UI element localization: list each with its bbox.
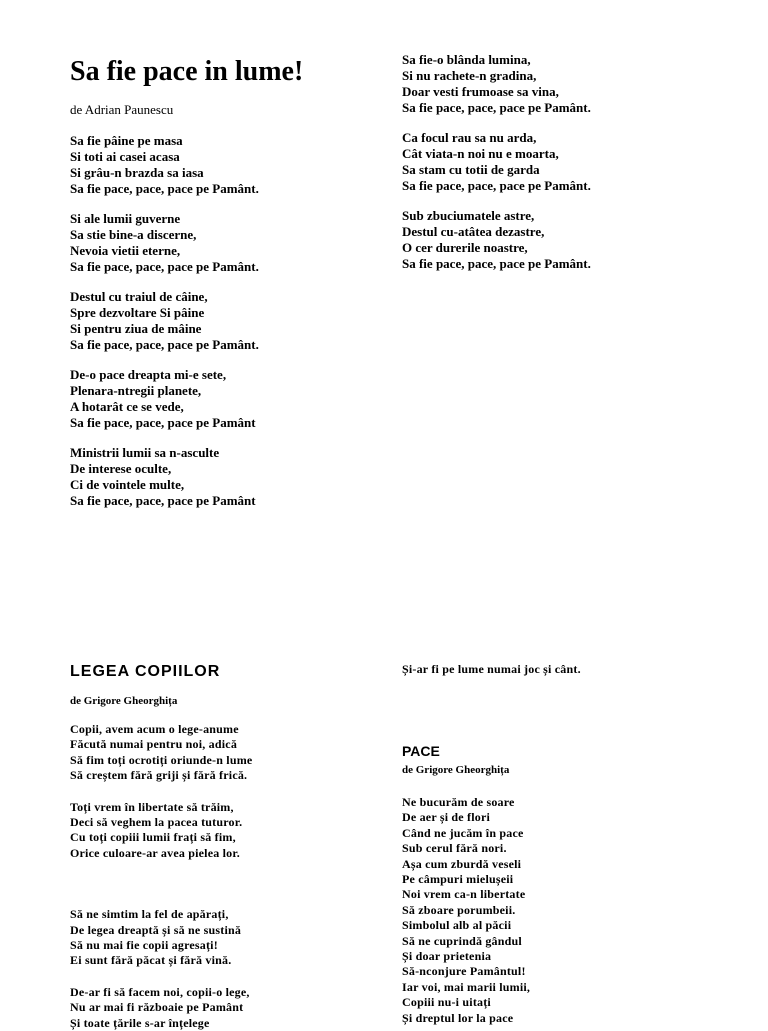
poem-line: Destul cu traiul de câine, (70, 289, 208, 304)
poem-line: Spre dezvoltare Si pâine (70, 305, 205, 320)
poem2-continuation-column (402, 662, 742, 677)
poem-line: Sub cerul fără nori. (402, 841, 507, 856)
poem-line: Copiii nu-i uitați (402, 995, 491, 1010)
poem-line: Și doar prietenia (402, 949, 492, 964)
stanza (70, 133, 370, 197)
poem-line: Ne bucurăm de soare (402, 795, 515, 809)
poem1-right-stanzas (402, 52, 742, 272)
stanza (70, 211, 370, 275)
stanza (70, 722, 370, 784)
poem-line: Făcută numai pentru noi, adică (70, 737, 238, 752)
stanza (70, 985, 370, 1031)
poem-line: Să fim toți ocrotiți oriunde-n lume (70, 752, 253, 767)
poem-line: Cât viata-n noi nu e moarta, (402, 146, 559, 161)
poem-line: Să-nconjure Pamântul! (402, 964, 526, 979)
poem-line: Si toti ai casei acasa (70, 149, 180, 164)
poem-line: Nevoia vietii eterne, (70, 243, 181, 258)
stanza (70, 289, 370, 353)
poem-line: Sa fie pace, pace, pace pe Pamânt. (70, 181, 259, 196)
poem1-left-stanzas (70, 133, 370, 509)
poem-line: Si grâu-n brazda sa iasa (70, 165, 204, 180)
poem-line: Ministrii lumii sa n-asculte (70, 445, 220, 460)
poem-line: Plenara-ntregii planete, (70, 383, 202, 398)
poem-line: Când ne jucăm în pace (402, 825, 524, 840)
poem-line: Pe câmpuri mielușeii (402, 872, 514, 887)
poem-line: Să zboare porumbeii. (402, 902, 516, 917)
poem-line: Sa fie pace, pace, pace pe Pamânt (70, 493, 256, 508)
poem-line: Sa fie pâine pe masa (70, 133, 183, 148)
poem3-lines (402, 795, 742, 1026)
poem-line: Sa fie pace, pace, pace pe Pamânt. (402, 256, 591, 271)
poem-line: De-o pace dreapta mi-e sete, (70, 367, 227, 382)
poem1-title: Sa fie pace in lume! (70, 56, 304, 87)
poem-line: Ci de vointele multe, (70, 477, 185, 492)
poem-line: Așa cum zburdă veseli (402, 856, 522, 871)
poem-line: Ei sunt fără păcat și fără vină. (70, 953, 232, 968)
stanza (402, 208, 742, 272)
poem3-column (402, 742, 742, 1026)
poem-line: Nu ar mai fi războaie pe Pamânt (70, 1000, 244, 1015)
poem-line: A hotarât ce se vede, (70, 399, 184, 414)
poem-line: Copii, avem acum o lege-anume (70, 722, 239, 736)
poem-line: De interese oculte, (70, 461, 172, 476)
poem-line: Sa stie bine-a discerne, (70, 227, 197, 242)
poem-line: Și toate țările s-ar înțelege (70, 1015, 210, 1030)
poem-line: Să nu mai fie copii agresați! (70, 938, 218, 953)
poem2-title: LEGEA COPIILOR (70, 663, 221, 680)
poem-line: Să ne cuprindă gândul (402, 933, 522, 948)
stanza (402, 130, 742, 194)
poem-line: Să ne simtim la fel de apărați, (70, 907, 229, 922)
poem2-author: de Grigore Gheorghița (70, 695, 178, 707)
poem-line: Deci să veghem la pacea tuturor. (70, 815, 243, 830)
poem2-continuation-line: Și-ar fi pe lume numai joc și cânt. (402, 662, 581, 676)
poem2-column (70, 662, 370, 1031)
poem-line: Destul cu-atâtea dezastre, (402, 224, 545, 239)
poem1-right-column (402, 52, 742, 272)
poem-line: Sa fie pace, pace, pace pe Pamânt. (70, 337, 259, 352)
poem-line: Doar vesti frumoase sa vina, (402, 84, 559, 99)
stanza (70, 445, 370, 509)
poem-line: Orice culoare-ar avea pielea lor. (70, 845, 241, 860)
poem-line: Sa fie pace, pace, pace pe Pamânt. (402, 100, 591, 115)
poem-line: Să creștem fără griji și fără frică. (70, 768, 248, 783)
poem-line: Noi vrem ca-n libertate (402, 887, 526, 902)
poem2-stanzas (70, 722, 370, 1031)
poem1-left-column (70, 56, 370, 509)
poem-line: Sa fie pace, pace, pace pe Pamânt. (402, 178, 591, 193)
poem-line: Iar voi, mai marii lumii, (402, 979, 531, 994)
poem1-author: de Adrian Paunescu (70, 102, 174, 117)
poem-line: Și dreptul lor la pace (402, 1010, 514, 1025)
poem-line: Si pentru ziua de mâine (70, 321, 202, 336)
poem3-title: PACE (402, 743, 440, 759)
poem3-author: de Grigore Gheorghița (402, 764, 510, 776)
stanza (70, 907, 370, 969)
poem-line: Si ale lumii guverne (70, 211, 181, 226)
poem-line: De-ar fi să facem noi, copii-o lege, (70, 984, 250, 999)
poem-line: De aer și de flori (402, 810, 491, 825)
poem-line: Cu toți copiii lumii frați să fim, (70, 830, 236, 845)
stanza (70, 367, 370, 431)
poem-line: De legea dreaptă și să ne sustină (70, 922, 242, 937)
poem-line: Sa stam cu totii de garda (402, 162, 540, 177)
poem-line: Sub zbuciumatele astre, (402, 208, 535, 223)
poem-line: Sa fie-o blânda lumina, (402, 52, 531, 67)
poem-line: O cer durerile noastre, (402, 240, 528, 255)
poem-line: Toți vrem în libertate să trăim, (70, 799, 234, 814)
poem-line: Sa fie pace, pace, pace pe Pamânt. (70, 259, 259, 274)
poem-line: Si nu rachete-n gradina, (402, 68, 537, 83)
stanza (70, 800, 370, 862)
stanza (402, 52, 742, 116)
poem-line: Ca focul rau sa nu arda, (402, 130, 537, 145)
poem-line: Simbolul alb al păcii (402, 918, 512, 933)
poem-line: Sa fie pace, pace, pace pe Pamânt (70, 415, 256, 430)
